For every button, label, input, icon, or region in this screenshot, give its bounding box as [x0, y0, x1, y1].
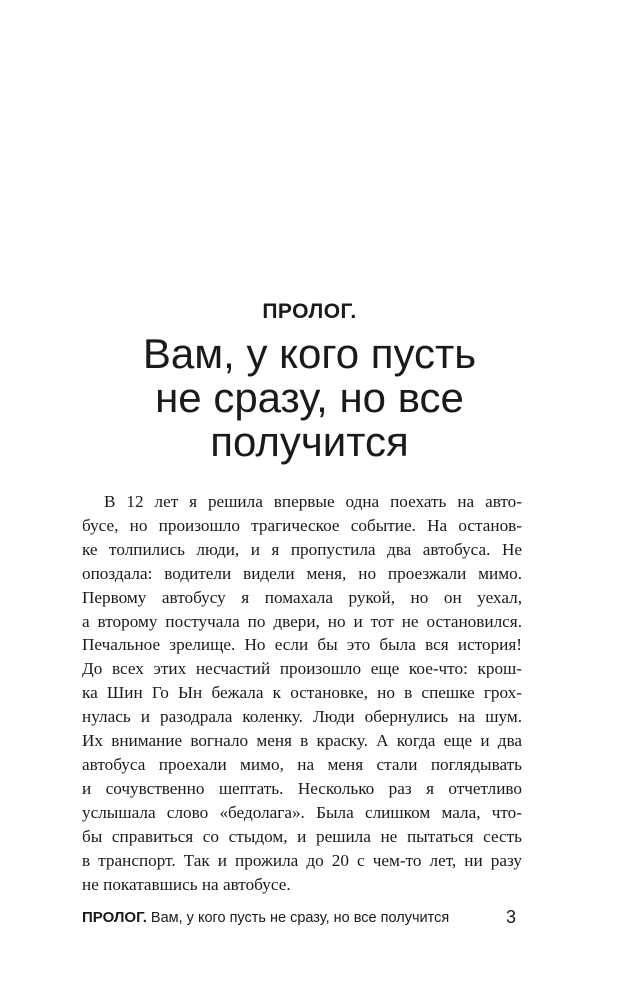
- text-line: автобуса проехали мимо, на меня стали поглядывать: [82, 754, 522, 774]
- chapter-title-line: Вам, у кого пусть: [142, 330, 477, 377]
- text-line: не покатавшись на автобусе.: [82, 874, 291, 894]
- text-line: ка Шин Го Ын бежала к остановке, но в спешке грох-: [82, 683, 522, 703]
- text-line: Их внимание вогнало меня в краску. А когда еще и два: [82, 731, 522, 751]
- text-line: и сочувственно шептать. Несколько раз я отчетливо: [82, 778, 522, 798]
- text-line: ке толпились люди, и я пропустила два автобуса. Не: [82, 539, 522, 559]
- page-number: 3: [505, 907, 516, 927]
- text-line: опоздала: водители видели меня, но проезжали мимо.: [82, 563, 522, 583]
- text-line: нулась и разодрала коленку. Люди обернулись на шум.: [82, 707, 522, 727]
- chapter-title: [0, 332, 619, 464]
- text-line: в транспорт. Так и прожила до 20 с чем-то лет, ни разу: [82, 850, 522, 870]
- chapter-label: ПРОЛОГ.: [262, 300, 357, 323]
- text-line: а второму постучала по двери, но и тот не остановился.: [82, 611, 522, 631]
- text-line: услышала слово «бедолага». Была слишком мала, что-: [82, 802, 522, 822]
- body-paragraph: [82, 490, 522, 896]
- text-line: В 12 лет я решила впервые одна поехать на авто-: [104, 492, 522, 511]
- chapter-title-line: получится: [210, 418, 409, 465]
- running-footer: [82, 909, 449, 926]
- text-line: До всех этих несчастий произошло еще кое-что: крош-: [82, 659, 522, 679]
- text-line: Печальное зрелище. Но если бы это была вся история!: [82, 635, 522, 655]
- page-footer: [82, 907, 522, 931]
- running-footer-chapter: ПРОЛОГ.: [82, 909, 147, 926]
- text-line: бы справиться со стыдом, и решила не пытаться сесть: [82, 826, 522, 846]
- chapter-title-line: не сразу, но все: [155, 374, 464, 421]
- text-line: бусе, но произошло трагическое событие. На останов-: [82, 515, 522, 535]
- text-line: Первому автобусу я помахала рукой, но он уехал,: [82, 587, 522, 607]
- running-footer-title: Вам, у кого пусть не сразу, но все получится: [146, 910, 450, 926]
